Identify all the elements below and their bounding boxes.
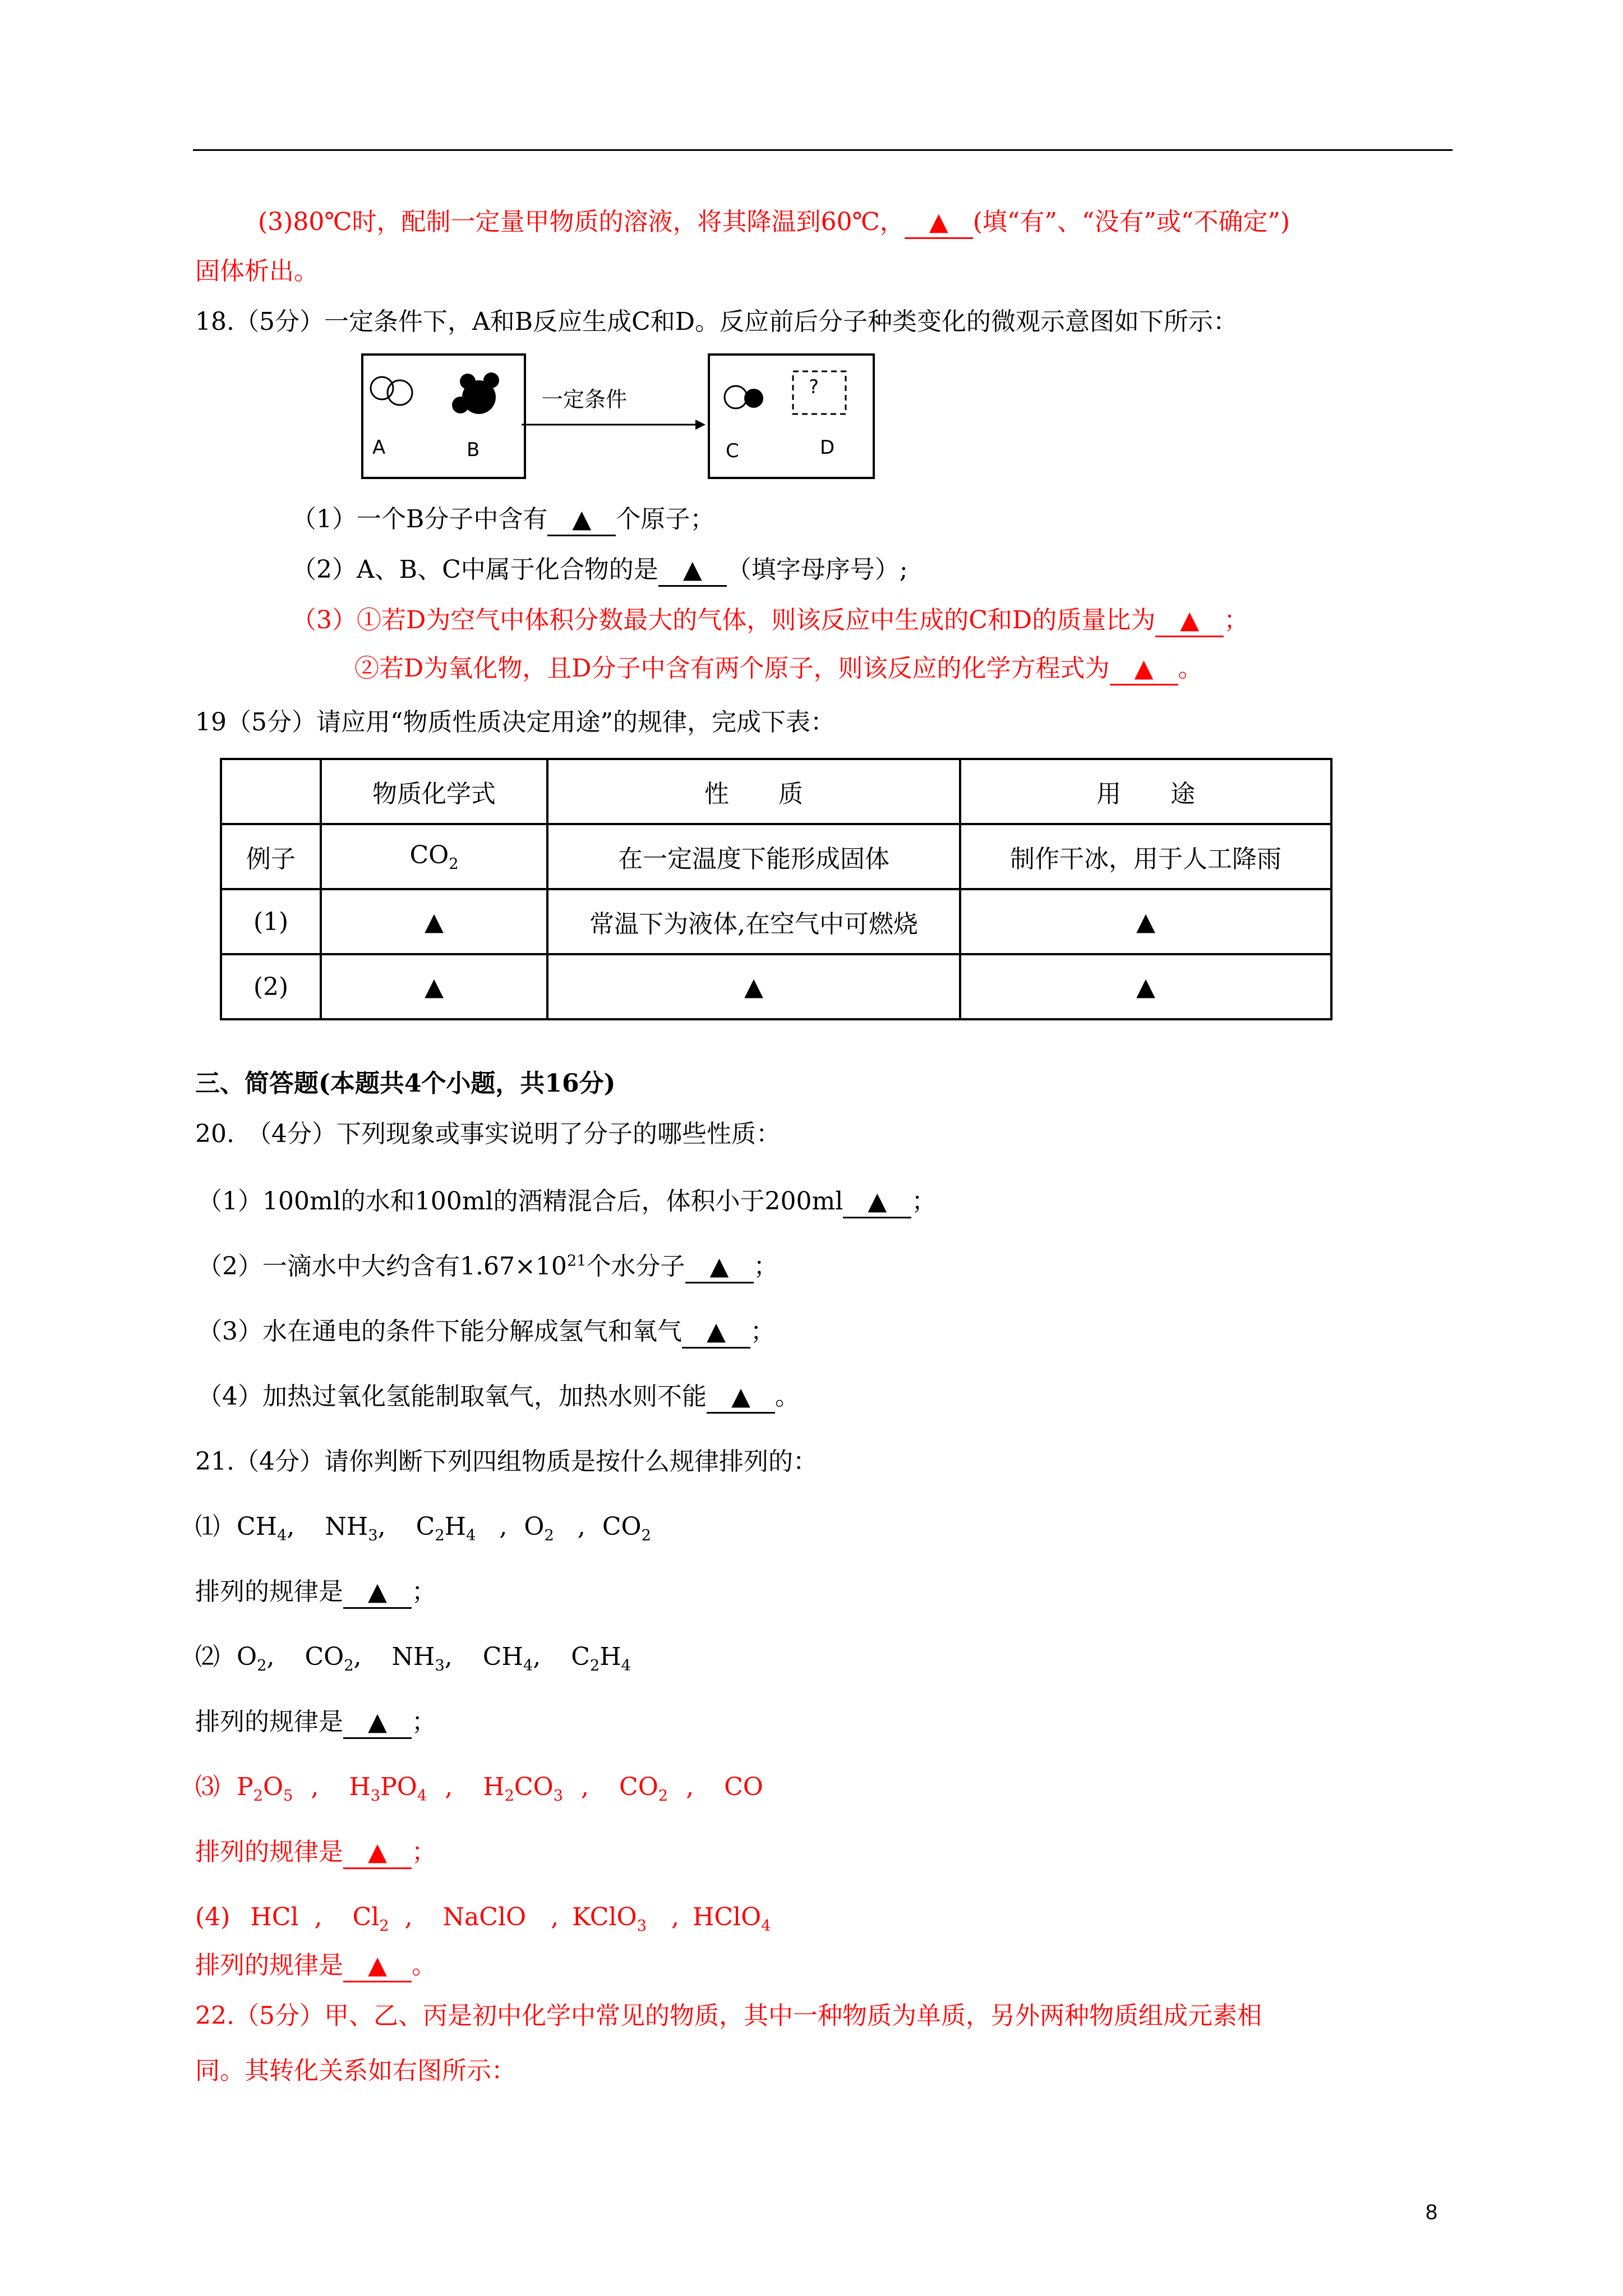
q21-rule1: 排列的规律是 ▲ ； [195, 1577, 436, 1609]
q21-rule4-blank[interactable]: ▲ [343, 1951, 412, 1982]
arrow-icon [522, 416, 707, 433]
table-header-cell [221, 759, 321, 824]
q18-part2: （2）A、B、C中属于化合物的是 ▲ （填字母序号）; [292, 555, 908, 587]
q21-group4: (4) HCl , $Cl_2$ , NaClO , KClO$_3$ , HClO$_4$ [195, 1903, 771, 1935]
label-a: A [372, 436, 386, 459]
reactant-molecules [361, 353, 526, 479]
table-cell: 制作干冰，用于人工降雨 [960, 824, 1331, 889]
molecule-b [452, 372, 499, 414]
table-cell: 例子 [221, 824, 321, 889]
molecule-d-unknown [793, 371, 846, 414]
q18-p3a-blank[interactable]: ▲ [1155, 606, 1224, 637]
q18-part3a: （3）①若D为空气中体积分数最大的气体，则该反应中生成的C和D的质量比为 ▲ ； [292, 606, 1248, 637]
table-header-cell: 用 途 [960, 759, 1331, 824]
table-cell: (1) [221, 889, 321, 954]
table-header-cell: 性 质 [547, 759, 960, 824]
table-cell: 常温下为液体,在空气中可燃烧 [547, 889, 960, 954]
page-number: 8 [1426, 2201, 1438, 2224]
q21-group3: ⑶ $P_2O_5$ , $H_3PO_4$ , $H_2CO_3$ , $CO_2$ , CO [195, 1773, 763, 1805]
q18-stem: 18.（5分）一定条件下，A和B反应生成C和D。反应前后分子种类变化的微观示意图如下所示： [195, 307, 1238, 336]
q21-rule4: 排列的规律是 ▲ 。 [195, 1951, 436, 1982]
q19-stem: 19（5分）请应用“物质性质决定用途”的规律，完成下表： [195, 708, 835, 737]
answer-blank-cell[interactable]: ▲ [960, 889, 1331, 954]
table-header-row [221, 759, 1331, 824]
table-row [221, 824, 1331, 889]
q20-p3-blank[interactable]: ▲ [682, 1317, 750, 1349]
q17-part3: (3)80℃时，配制一定量甲物质的溶液，将其降温到60℃， ▲ (填“有”、“没有”或“不确定”) [258, 208, 1290, 239]
q20-part4: （4）加热过氧化氢能制取氧气，加热水则不能 ▲ 。 [197, 1382, 800, 1414]
q18-p2-blank[interactable]: ▲ [658, 555, 727, 587]
q20-p4-blank[interactable]: ▲ [707, 1382, 775, 1414]
table-header-cell: 物质化学式 [321, 759, 547, 824]
q22-line2: 同。其转化关系如右图所示： [195, 2056, 516, 2085]
q21-rule3-blank[interactable]: ▲ [343, 1838, 412, 1869]
answer-blank-cell[interactable]: ▲ [321, 954, 547, 1019]
q20-part1: （1）100ml的水和100ml的酒精混合后，体积小于200ml ▲ ； [197, 1187, 936, 1218]
answer-blank-cell[interactable]: ▲ [960, 954, 1331, 1019]
q21-rule2: 排列的规律是 ▲ ； [195, 1708, 436, 1739]
label-c: C [726, 440, 739, 462]
q20-part2: （2）一滴水中大约含有$1.67\times 10^{21}$个水分子 ▲ ； [197, 1252, 778, 1283]
table-row [221, 954, 1331, 1019]
q20-p2-blank[interactable]: ▲ [685, 1252, 754, 1283]
table-cell: $CO_2$ [321, 824, 547, 889]
molecule-c [725, 386, 763, 408]
label-d: D [820, 436, 835, 459]
arrow-label: 一定条件 [542, 387, 628, 412]
table-cell: 在一定温度下能形成固体 [547, 824, 960, 889]
q18-part1: （1）一个B分子中含有 ▲ 个原子； [292, 505, 714, 536]
q22-line1: 22.（5分）甲、乙、丙是初中化学中常见的物质，其中一种物质为单质，另外两种物质组成元素相 [195, 2001, 1262, 2030]
q18-p1-blank[interactable]: ▲ [547, 505, 616, 536]
q21-group2: ⑵ $O_2$, $CO_2$, $NH_3$, $CH_4$, $C_2H_4$ [195, 1642, 631, 1674]
unknown-mark: ? [809, 376, 819, 398]
answer-blank-cell[interactable]: ▲ [547, 954, 960, 1019]
q20-part3: （3）水在通电的条件下能分解成氢气和氧气 ▲ ； [197, 1317, 775, 1349]
q18-p3b-blank[interactable]: ▲ [1110, 654, 1178, 685]
table-row [221, 889, 1331, 954]
q21-rule1-blank[interactable]: ▲ [343, 1577, 412, 1609]
table-cell: (2) [221, 954, 321, 1019]
header-rule [193, 149, 1453, 151]
section-title: 三、简答题(本题共4个小题，共16分) [195, 1069, 616, 1098]
q20-p1-blank[interactable]: ▲ [843, 1187, 911, 1218]
q20-stem: 20. （4分）下列现象或事实说明了分子的哪些性质： [195, 1120, 781, 1148]
property-use-table [220, 758, 1332, 1020]
q21-rule2-blank[interactable]: ▲ [343, 1708, 412, 1739]
q17-part3-line2: 固体析出。 [195, 257, 319, 286]
q21-rule3: 排列的规律是 ▲ ； [195, 1838, 436, 1869]
label-b: B [467, 439, 480, 461]
q21-group1: ⑴ $CH_4$, $NH_3$, $C_2H_4$ , $O_2$ , $CO_2$ [195, 1512, 651, 1544]
answer-blank-cell[interactable]: ▲ [321, 889, 547, 954]
q17-answer-blank[interactable]: ▲ [905, 208, 973, 239]
q21-stem: 21.（4分）请你判断下列四组物质是按什么规律排列的： [195, 1447, 818, 1476]
q18-part3b: ②若D为氧化物，且D分子中含有两个原子，则该反应的化学方程式为 ▲ 。 [354, 654, 1203, 685]
molecule-a [371, 377, 412, 405]
